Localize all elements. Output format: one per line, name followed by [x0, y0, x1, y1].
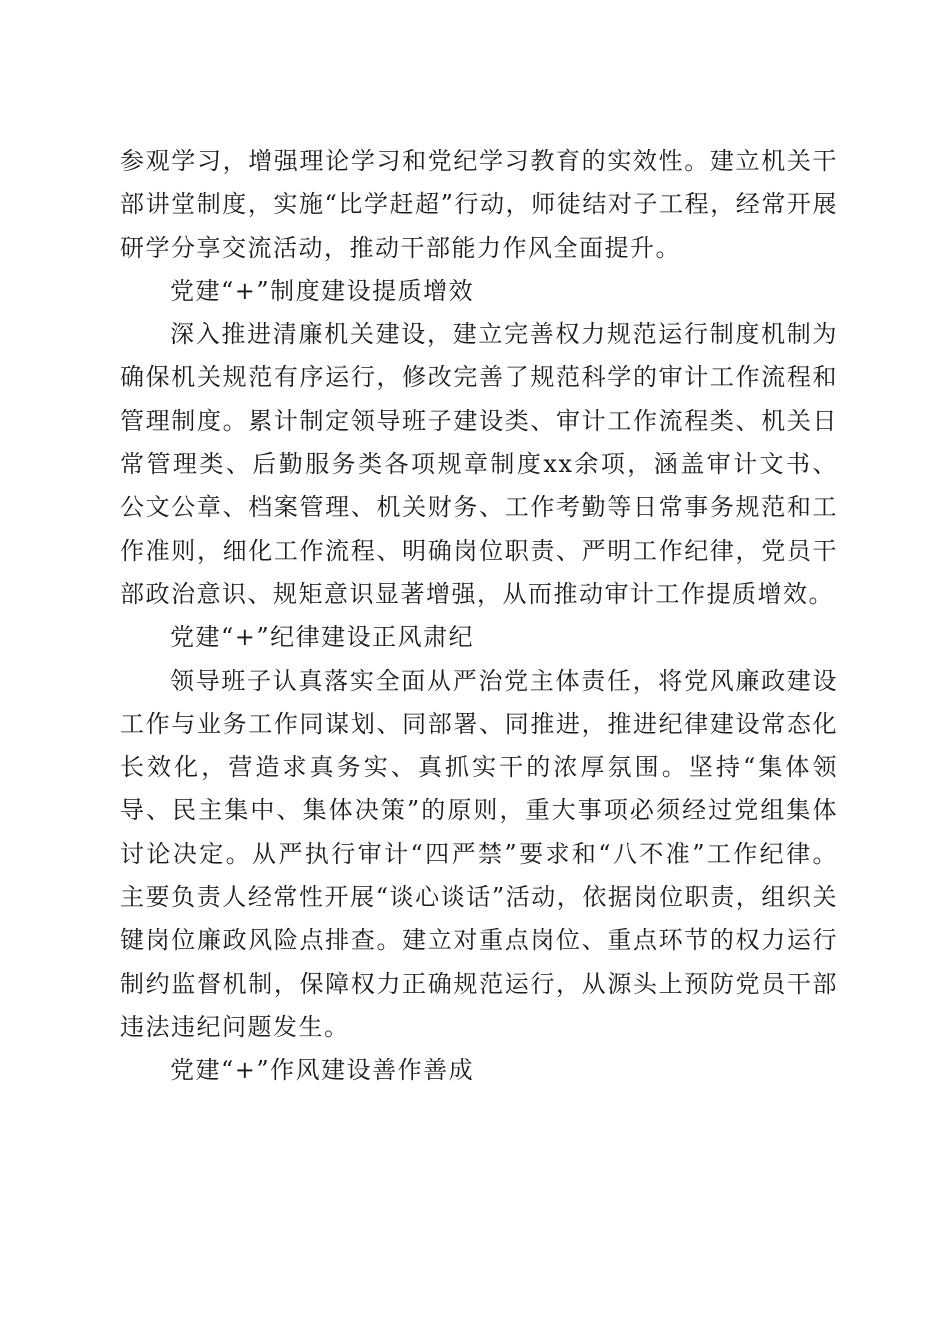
paragraph-continuation: 参观学习，增强理论学习和党纪学习教育的实效性。建立机关干部讲堂制度，实施“比学赶超”行动，师徒结对子工程，经常开展研学分享交流活动，推动干部能力作风全面提升。	[120, 147, 838, 262]
section-heading-discipline-building: 党建“+”纪律建设正风肃纪	[170, 623, 475, 652]
section-heading-system-building: 党建“+”制度建设提质增效	[170, 276, 475, 305]
document-body	[120, 140, 838, 1093]
section-heading-style-building: 党建“+”作风建设善作善成	[170, 1056, 475, 1085]
paragraph-system-building: 深入推进清廉机关建设，建立完善权力规范运行制度机制为确保机关规范有序运行，修改完善了规范科学的审计工作流程和管理制度。累计制定领导班子建设类、审计工作流程类、机关日常管理类、后勤服务类各项规章制度xx余项，涵盖审计文书、公文公章、档案管理、机关财务、工作考勤等日常事务规范和工作准则，细化工作流程、明确岗位职责、严明工作纪律，党员干部政治意识、规矩意识显著增强，从而推动审计工作提质增效。	[120, 320, 838, 608]
paragraph-discipline-building: 领导班子认真落实全面从严治党主体责任，将党风廉政建设工作与业务工作同谋划、同部署、同推进，推进纪律建设常态化长效化，营造求真务实、真抓实干的浓厚氛围。坚持“集体领导、民主集中、集体决策”的原则，重大事项必须经过党组集体讨论决定。从严执行审计“四严禁”要求和“八不准”工作纪律。主要负责人经常性开展“谈心谈话”活动，依据岗位职责，组织关键岗位廉政风险点排查。建立对重点岗位、重点环节的权力运行制约监督机制，保障权力正确规范运行，从源头上预防党员干部违法违纪问题发生。	[120, 666, 838, 1041]
